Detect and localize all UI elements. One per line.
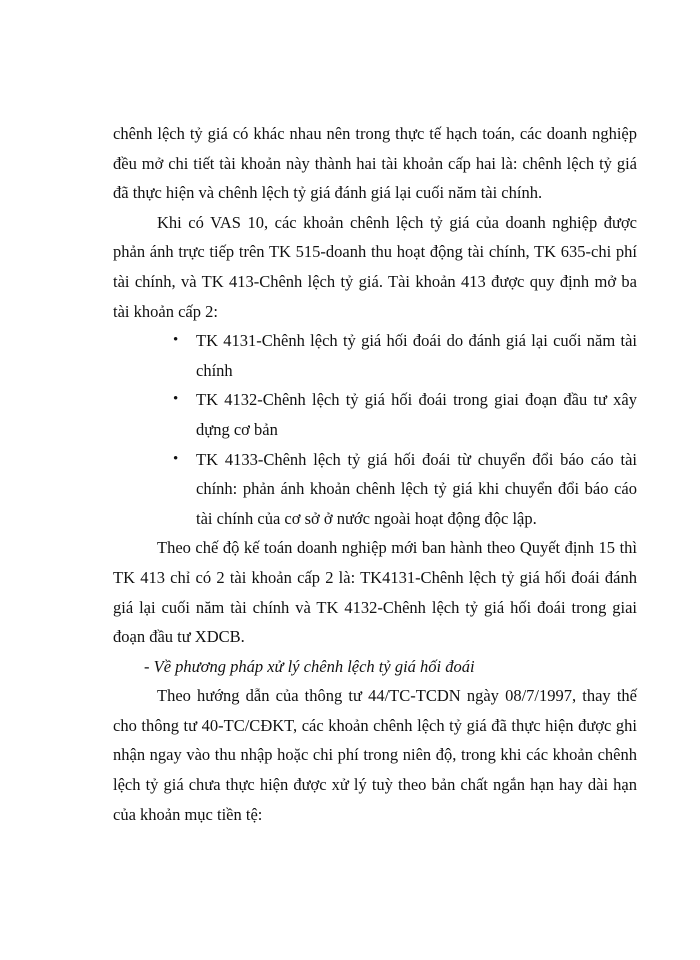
paragraph-3: Theo chế độ kế toán doanh nghiệp mới ban hành theo Quyết định 15 thì TK 413 chỉ có 2 tài khoản cấp 2 là: TK4131-Chênh lệch tỷ giá hối đoái đánh giá lại cuối năm tài chính và TK 4132-Chênh lệch tỷ giá hối đoái trong giai đoạn đầu tư XDCB. (113, 538, 637, 647)
bullet-item-tk4131 (173, 326, 637, 385)
paragraph-4: Theo hướng dẫn của thông tư 44/TC-TCDN ngày 08/7/1997, thay thế cho thông tư 40-TC/CĐKT, các khoản chênh lệch tỷ giá đã thực hiện được ghi nhận ngay vào thu nhập hoặc chi phí trong niên độ, trong khi các khoản chênh lệch tỷ giá chưa thực hiện được xử lý tuỳ theo bản chất ngắn hạn hay dài hạn của khoản mục tiền tệ: (113, 686, 637, 824)
paragraph-2: Khi có VAS 10, các khoản chênh lệch tỷ giá của doanh nghiệp được phản ánh trực tiếp trên TK 515-doanh thu hoạt động tài chính, TK 635-chi phí tài chính, và TK 413-Chênh lệch tỷ giá. Tài khoản 413 được quy định mở ba tài khoản cấp 2: (113, 212, 637, 321)
bullet-text: TK 4133-Chênh lệch tỷ giá hối đoái từ chuyển đổi báo cáo tài chính: phản ánh khoản chênh lệch tỷ giá khi chuyển đổi báo cáo tài chính của cơ sở ở nước ngoài hoạt động độc lập. (196, 449, 637, 528)
bullet-icon: • (173, 332, 179, 349)
bullet-text: TK 4132-Chênh lệch tỷ giá hối đoái trong giai đoạn đầu tư xây dựng cơ bản (196, 390, 637, 439)
bullet-icon: • (173, 450, 179, 467)
section-heading: - Về phương pháp xử lý chênh lệch tỷ giá hối đoái (144, 656, 475, 676)
document-body (113, 119, 637, 829)
paragraph-1: chênh lệch tỷ giá có khác nhau nên trong thực tế hạch toán, các doanh nghiệp đều mở chi tiết tài khoản này thành hai tài khoản cấp hai là: chênh lệch tỷ giá đã thực hiện và chênh lệch tỷ giá đánh giá lại cuối năm tài chính. (113, 124, 637, 203)
bullet-list (113, 326, 637, 533)
bullet-icon: • (173, 391, 179, 408)
bullet-item-tk4133 (173, 445, 637, 534)
bullet-item-tk4132 (173, 385, 637, 444)
bullet-text: TK 4131-Chênh lệch tỷ giá hối đoái do đánh giá lại cuối năm tài chính (196, 331, 637, 380)
